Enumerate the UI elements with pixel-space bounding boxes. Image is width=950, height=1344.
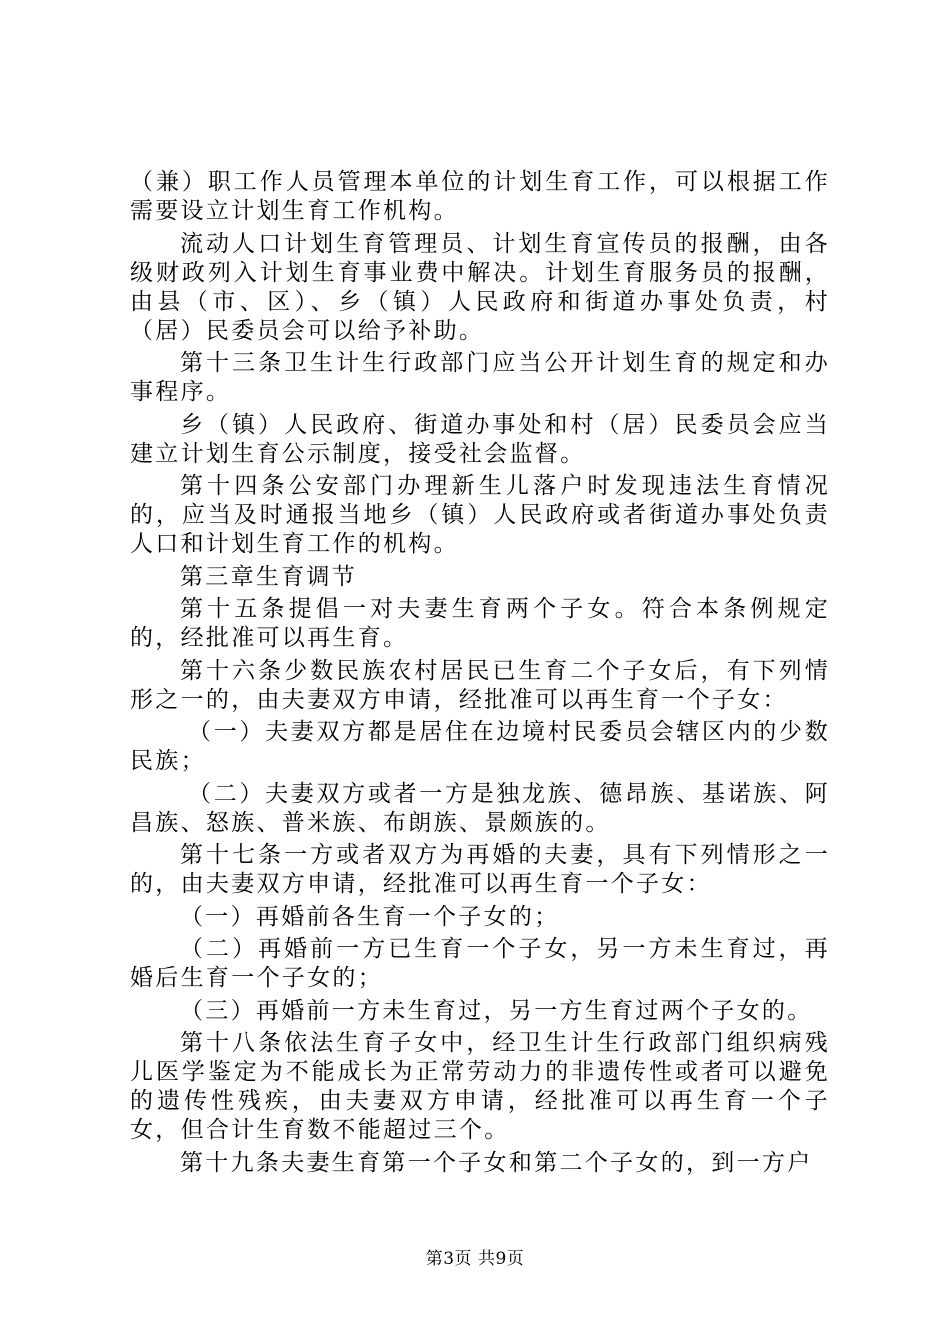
list-item-16-1: （一）夫妻双方都是居住在边境村民委员会辖区内的少数民族； — [130, 719, 830, 774]
paragraph-article-15: 第十五条提倡一对夫妻生育两个子女。符合本条例规定的，经批准可以再生育。 — [130, 596, 830, 651]
paragraph-public-notice: 乡（镇）人民政府、街道办事处和村（居）民委员会应当建立计划生育公示制度，接受社会监督。 — [130, 411, 830, 467]
paragraph-article-16: 第十六条少数民族农村居民已生育二个子女后，有下列情形之一的，由夫妻双方申请，经批准可以再生育一个子女： — [130, 657, 830, 713]
paragraph-article-17: 第十七条一方或者双方为再婚的夫妻，具有下列情形之一的，由夫妻双方申请，经批准可以再生育一个子女： — [130, 842, 830, 897]
paragraph-article-19: 第十九条夫妻生育第一个子女和第二个子女的，到一方户 — [180, 1149, 813, 1176]
list-item-17-1: （一）再婚前各生育一个子女的； — [180, 903, 560, 930]
paragraph-article-14: 第十四条公安部门办理新生儿落户时发现违法生育情况的，应当及时通报当地乡（镇）人民政府或者街道办事处负责人口和计划生育工作的机构。 — [130, 473, 830, 557]
list-item-17-2: （二）再婚前一方已生育一个子女，另一方未生育过，再婚后生育一个子女的； — [130, 936, 830, 991]
paragraph-floating-population-pay: 流动人口计划生育管理员、计划生育宣传员的报酬，由各级财政列入计划生育事业费中解决。计划生育服务员的报酬，由县（市、区）、乡（镇）人民政府和街道办事处负责，村（居）民委员会可以给予补助。 — [130, 230, 830, 344]
paragraph-continuation: （兼）职工作人员管理本单位的计划生育工作，可以根据工作需要设立计划生育工作机构。 — [130, 169, 830, 224]
document-body — [130, 168, 830, 1181]
paragraph-article-13: 第十三条卫生计生行政部门应当公开计划生育的规定和办事程序。 — [130, 350, 830, 405]
page-number: 第3页 共9页 — [425, 1249, 525, 1269]
list-item-16-2: （二）夫妻双方或者一方是独龙族、德昂族、基诺族、阿昌族、怒族、普米族、布朗族、景颇族的。 — [130, 780, 830, 836]
list-item-17-3: （三）再婚前一方未生育过，另一方生育过两个子女的。 — [180, 997, 813, 1024]
paragraph-article-18: 第十八条依法生育子女中，经卫生计生行政部门组织病残儿医学鉴定为不能成长为正常劳动力的非遗传性或者可以避免的遗传性残疾，由夫妻双方申请，经批准可以再生育一个子女，但合计生育数不能超过三个。 — [130, 1030, 830, 1143]
chapter-heading: 第三章生育调节 — [180, 563, 358, 590]
page-footer — [0, 1244, 950, 1269]
